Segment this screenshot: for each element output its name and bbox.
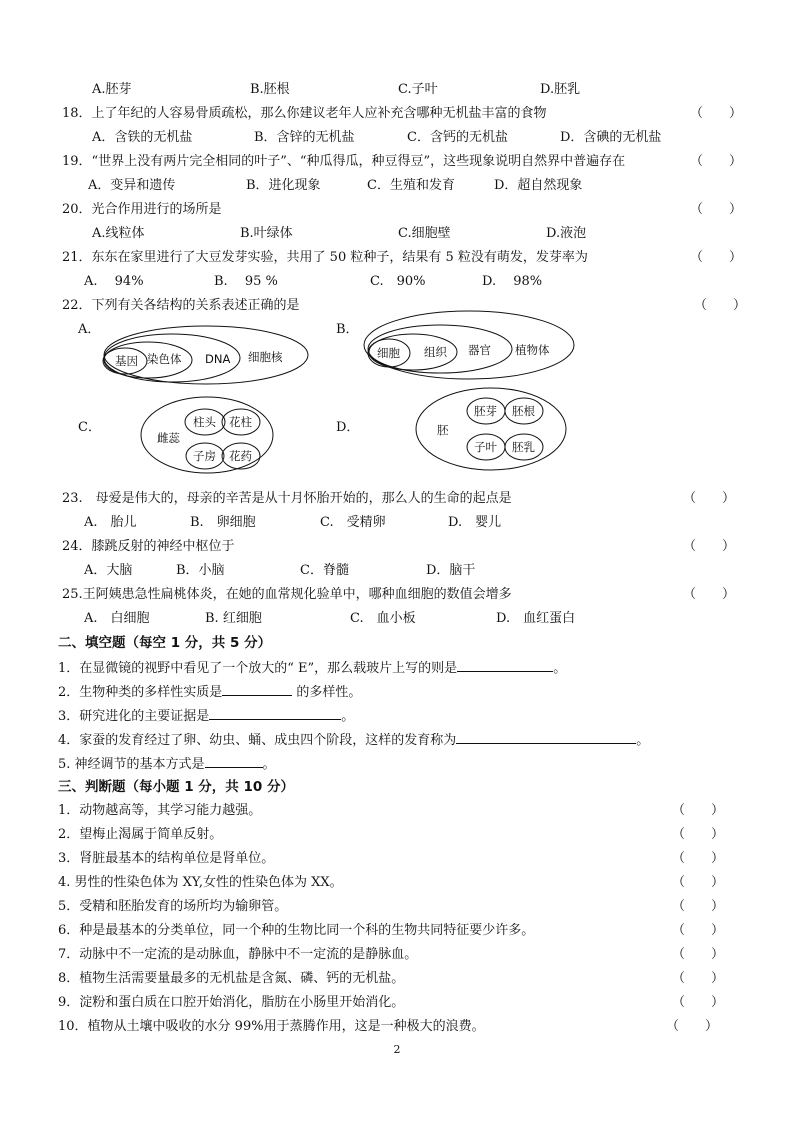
fill-text-end: 。 bbox=[262, 757, 276, 772]
option-d: D. 血红蛋白 bbox=[496, 611, 576, 626]
option-a: A. 胎儿 bbox=[84, 515, 137, 530]
answer-paren: （ ） bbox=[683, 539, 736, 554]
option-c: C. 90% bbox=[370, 274, 426, 289]
answer-paren[interactable]: （ ） bbox=[672, 971, 725, 986]
answer-paren[interactable]: （ ） bbox=[666, 1019, 719, 1034]
answer-paren[interactable]: （ ） bbox=[672, 827, 725, 842]
statement: 2．望梅止渴属于简单反射。 bbox=[58, 827, 223, 842]
option-c: C.细胞壁 bbox=[398, 226, 451, 241]
q24-options-row bbox=[0, 561, 794, 581]
statement: 6．种是最基本的分类单位，同一个种的生物比同一个科的生物共同特征要少许多。 bbox=[58, 923, 535, 938]
option-d: D.液泡 bbox=[546, 226, 587, 241]
label-cell: 细胞 bbox=[377, 346, 400, 360]
diagram-b bbox=[364, 311, 574, 379]
label-dna: DNA bbox=[205, 352, 231, 366]
label-cotyledon: 子叶 bbox=[474, 440, 497, 454]
fill-text: 4．家蚕的发育经过了卵、幼虫、蛹、成虫四个阶段，这样的发育称为 bbox=[58, 733, 457, 748]
fill-text-end: 。 bbox=[553, 661, 567, 676]
question-stem: 19．“世界上没有两片完全相同的叶子”、“种瓜得瓜，种豆得豆”，这些现象说明自然界中普遍存在 bbox=[62, 154, 626, 169]
label-stigma: 柱头 bbox=[193, 415, 216, 429]
judge-item-2 bbox=[0, 825, 794, 845]
judge-item-4 bbox=[0, 873, 794, 893]
question-stem: 18．上了年纪的人容易骨质疏松，那么你建议老年人应补充含哪种无机盐丰富的食物 bbox=[62, 106, 547, 121]
option-a: A．变异和遗传 bbox=[88, 178, 176, 193]
answer-paren[interactable]: （ ） bbox=[672, 947, 725, 962]
option-d: D．含碘的无机盐 bbox=[560, 130, 662, 145]
option-b: B．小脑 bbox=[176, 563, 225, 578]
fill-text: 3．研究进化的主要证据是 bbox=[58, 709, 210, 724]
option-c: C．脊髓 bbox=[300, 563, 349, 578]
fill-text-end: 。 bbox=[636, 733, 650, 748]
option-b: B．含锌的无机盐 bbox=[254, 130, 355, 145]
answer-paren[interactable]: （ ） bbox=[672, 875, 725, 890]
answer-paren[interactable]: （ ） bbox=[672, 995, 725, 1010]
section-2-heading bbox=[0, 633, 794, 653]
statement: 8．植物生活需要量最多的无机盐是含氮、磷、钙的无机盐。 bbox=[58, 971, 405, 986]
label-style: 花柱 bbox=[229, 415, 252, 429]
statement: 3．肾脏最基本的结构单位是肾单位。 bbox=[58, 851, 275, 866]
label-anther: 花药 bbox=[229, 449, 252, 463]
answer-blank[interactable] bbox=[209, 705, 341, 720]
statement: 9．淀粉和蛋白质在口腔开始消化，脂肪在小肠里开始消化。 bbox=[58, 995, 405, 1010]
label-tissue: 组织 bbox=[424, 345, 447, 359]
option-a: A.胚芽 bbox=[92, 82, 132, 97]
answer-paren: （ ） bbox=[683, 491, 736, 506]
diagram-a bbox=[103, 326, 308, 384]
option-a: A. 白细胞 bbox=[84, 611, 150, 626]
label-pistil: 雌蕊 bbox=[157, 431, 180, 445]
judge-item-9 bbox=[0, 993, 794, 1013]
option-a-label: A． bbox=[78, 322, 101, 337]
judge-item-6 bbox=[0, 921, 794, 941]
section-3-heading bbox=[0, 777, 794, 797]
diagram-d bbox=[416, 388, 566, 470]
fill-item-5 bbox=[0, 753, 794, 773]
question-stem: 24．膝跳反射的神经中枢位于 bbox=[62, 539, 235, 554]
option-b: B. 红细胞 bbox=[205, 611, 262, 626]
statement: 10．植物从土壤中吸收的水分 99%用于蒸腾作用，这是一种极大的浪费。 bbox=[58, 1019, 485, 1034]
option-a: A.线粒体 bbox=[92, 226, 145, 241]
option-b: B.叶绿体 bbox=[240, 226, 293, 241]
fill-text: 1．在显微镜的视野中看见了一个放大的“ E”，那么载玻片上写的则是 bbox=[58, 661, 458, 676]
answer-paren[interactable]: （ ） bbox=[672, 851, 725, 866]
statement: 7．动脉中不一定流的是动脉血，静脉中不一定流的是静脉血。 bbox=[58, 947, 418, 962]
statement: 4. 男性的性染色体为 XY,女性的性染色体为 XX。 bbox=[58, 875, 343, 890]
page-number: 2 bbox=[393, 1043, 401, 1056]
option-c: C. 血小板 bbox=[350, 611, 416, 626]
question-stem: 23. 母爱是伟大的，母亲的辛苦是从十月怀胎开始的，那么人的生命的起点是 bbox=[62, 491, 512, 506]
fill-item-3 bbox=[0, 705, 794, 725]
question-stem: 22．下列有关各结构的关系表述正确的是 bbox=[62, 298, 300, 313]
question-23 bbox=[0, 489, 794, 509]
fill-text-end: 的多样性。 bbox=[292, 685, 362, 700]
answer-paren[interactable]: （ ） bbox=[672, 803, 725, 818]
answer-paren[interactable]: （ ） bbox=[672, 923, 725, 938]
option-c: C. 受精卵 bbox=[320, 515, 386, 530]
judge-item-1 bbox=[0, 801, 794, 821]
answer-paren: （ ） bbox=[694, 298, 747, 313]
question-stem: 21．东东在家里进行了大豆发芽实验，共用了 50 粒种子，结果有 5 粒没有萌发，发芽率为 bbox=[62, 250, 588, 265]
option-b-label: B． bbox=[336, 322, 359, 337]
answer-paren: （ ） bbox=[690, 250, 743, 265]
q22-diagrams bbox=[0, 0, 794, 500]
option-b: B．进化现象 bbox=[246, 178, 321, 193]
answer-blank[interactable] bbox=[205, 753, 263, 768]
fill-text-end: 。 bbox=[341, 709, 355, 724]
fill-item-1 bbox=[0, 657, 794, 677]
option-c: C．含钙的无机盐 bbox=[407, 130, 508, 145]
q23-options-row bbox=[0, 513, 794, 533]
option-d: D．超自然现象 bbox=[494, 178, 583, 193]
answer-paren: （ ） bbox=[690, 154, 743, 169]
option-c: C．生殖和发育 bbox=[367, 178, 455, 193]
label-plant: 植物体 bbox=[515, 343, 550, 357]
option-d: D．脑干 bbox=[426, 563, 476, 578]
judge-item-7 bbox=[0, 945, 794, 965]
option-a: A. 94% bbox=[84, 274, 144, 289]
answer-blank[interactable] bbox=[456, 729, 636, 744]
label-endosperm: 胚乳 bbox=[512, 440, 535, 454]
option-a: A．含铁的无机盐 bbox=[92, 130, 193, 145]
fill-text: 5. 神经调节的基本方式是 bbox=[58, 757, 205, 772]
label-plumule: 胚芽 bbox=[474, 404, 497, 418]
question-stem: 25.王阿姨患急性扁桃体炎，在她的血常规化验单中，哪种血细胞的数值会增多 bbox=[62, 587, 512, 602]
statement: 1．动物越高等，其学习能力越强。 bbox=[58, 803, 262, 818]
option-d: D. 婴儿 bbox=[448, 515, 502, 530]
q25-options-row bbox=[0, 609, 794, 629]
label-gene: 基因 bbox=[115, 354, 138, 368]
option-c: C.子叶 bbox=[398, 82, 438, 97]
label-ovary: 子房 bbox=[193, 449, 216, 463]
answer-paren: （ ） bbox=[690, 202, 743, 217]
label-nucleus: 细胞核 bbox=[248, 350, 283, 364]
option-a: A．大脑 bbox=[84, 563, 133, 578]
section-title: 三、判断题（每小题 1 分，共 10 分） bbox=[58, 779, 294, 795]
judge-item-8 bbox=[0, 969, 794, 989]
label-radicle: 胚根 bbox=[512, 404, 535, 418]
section-title: 二、填空题（每空 1 分，共 5 分） bbox=[58, 635, 272, 651]
diagram-c bbox=[141, 397, 273, 473]
option-b: B. 卵细胞 bbox=[190, 515, 256, 530]
option-d: D. 98% bbox=[482, 274, 543, 289]
answer-blank[interactable] bbox=[222, 681, 292, 696]
fill-text: 2．生物种类的多样性实质是 bbox=[58, 685, 223, 700]
answer-paren: （ ） bbox=[683, 587, 736, 602]
question-25 bbox=[0, 585, 794, 605]
answer-paren: （ ） bbox=[690, 106, 743, 121]
judge-item-10 bbox=[0, 1017, 794, 1037]
fill-item-2 bbox=[0, 681, 794, 701]
statement: 5．受精和胚胎发育的场所均为输卵管。 bbox=[58, 899, 288, 914]
judge-item-5 bbox=[0, 897, 794, 917]
answer-paren[interactable]: （ ） bbox=[672, 899, 725, 914]
option-b: B.胚根 bbox=[250, 82, 290, 97]
question-24 bbox=[0, 537, 794, 557]
label-organ: 器官 bbox=[468, 343, 491, 357]
label-chromosome: 染色体 bbox=[147, 352, 182, 366]
option-c-label: C． bbox=[78, 420, 101, 435]
label-embryo: 胚 bbox=[437, 423, 449, 437]
fill-item-4 bbox=[0, 729, 794, 749]
option-d-label: D． bbox=[336, 420, 360, 435]
judge-item-3 bbox=[0, 849, 794, 869]
answer-blank[interactable] bbox=[457, 657, 553, 672]
option-d: D.胚乳 bbox=[540, 82, 581, 97]
option-b: B. 95 % bbox=[214, 274, 278, 289]
question-stem: 20．光合作用进行的场所是 bbox=[62, 202, 222, 217]
